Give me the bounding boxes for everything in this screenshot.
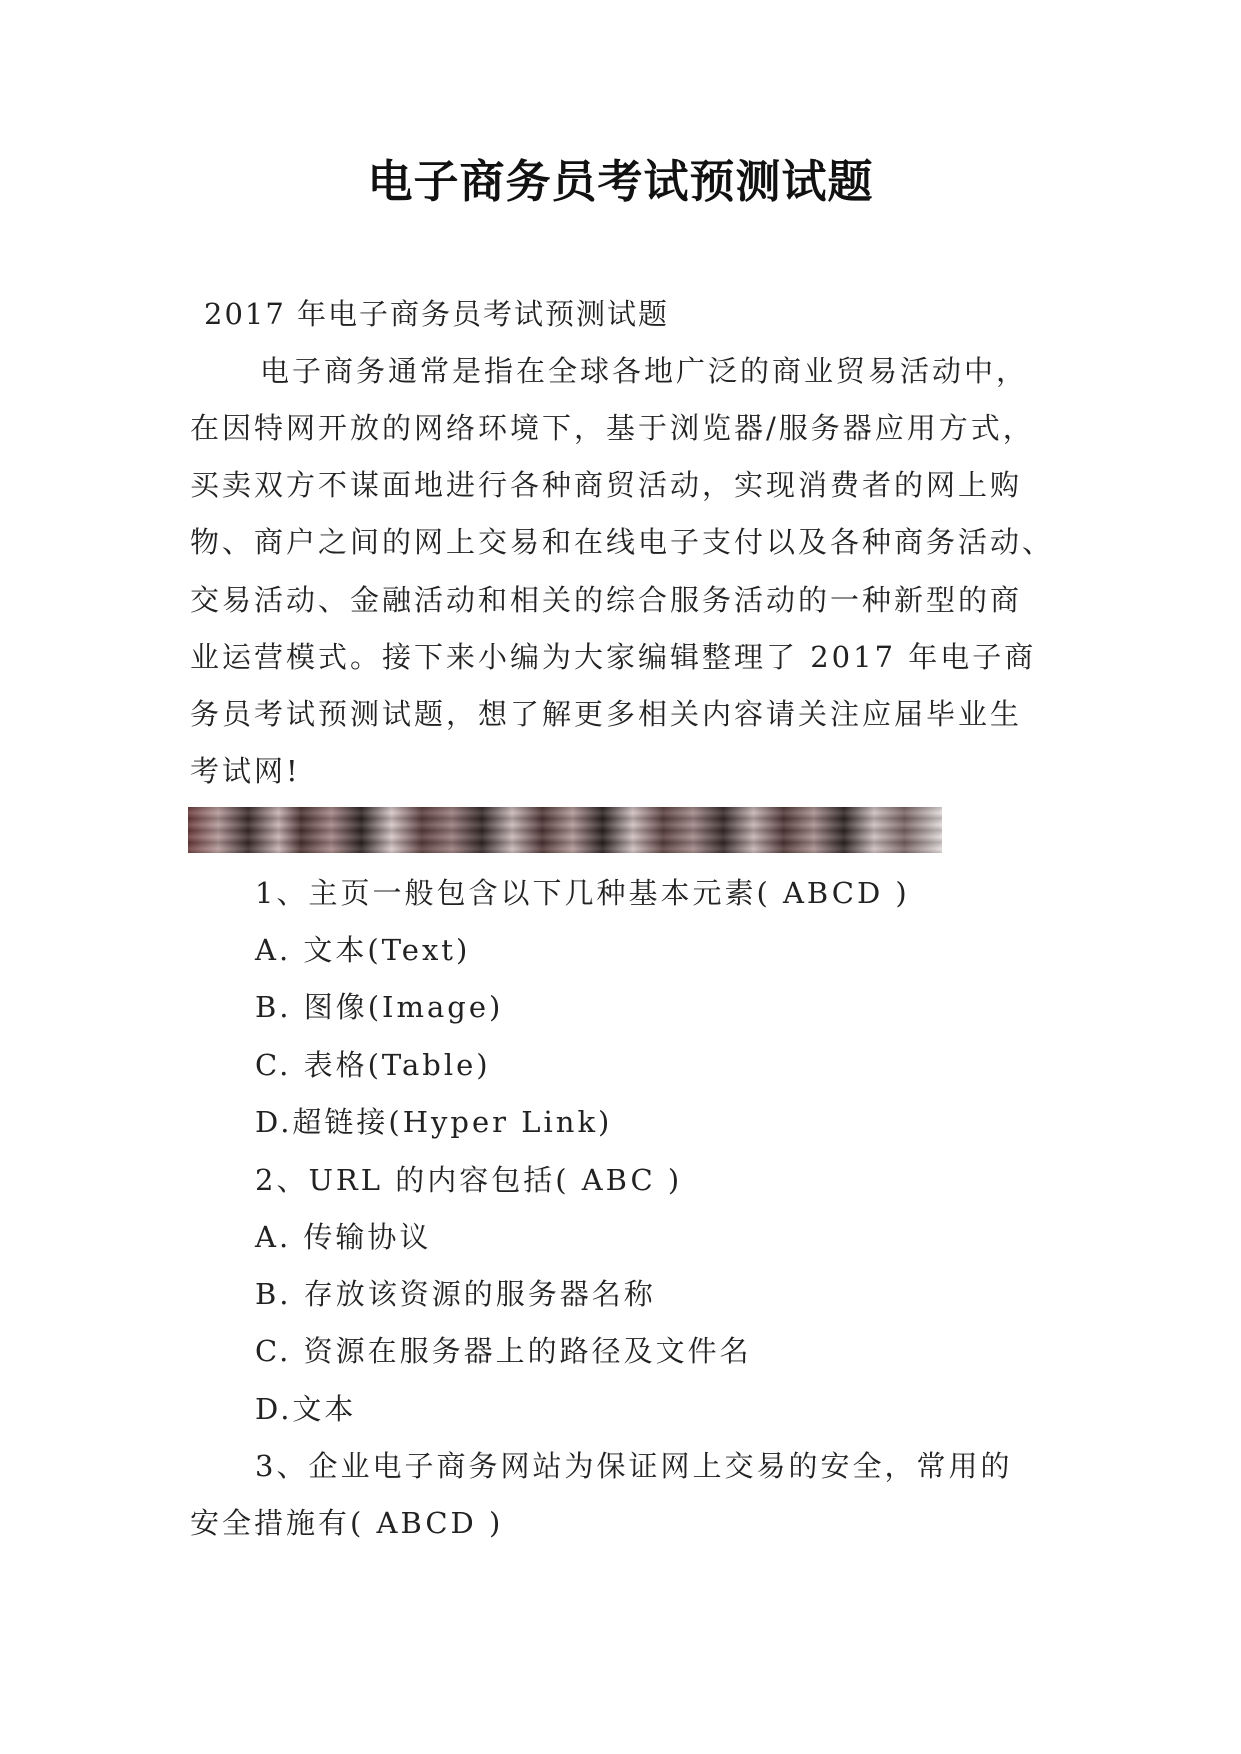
question-3-continued: 安全措施有( ABCD ) [190,1506,504,1540]
question-1-option-b: B. 图像(Image) [255,990,504,1024]
question-1-option-d: D.超链接(Hyper Link) [255,1105,613,1139]
intro-line: 业运营模式。接下来小编为大家编辑整理了 2017 年电子商 [190,640,1037,674]
intro-line: 交易活动、金融活动和相关的综合服务活动的一种新型的商 [190,583,1023,617]
question-1: 1、主页一般包含以下几种基本元素( ABCD ) [255,876,910,910]
question-2: 2、URL 的内容包括( ABC ) [255,1163,683,1197]
intro-line: 在因特网开放的网络环境下，基于浏览器/服务器应用方式， [190,411,1035,445]
question-2-option-b: B. 存放该资源的服务器名称 [255,1277,656,1311]
intro-line: 电子商务通常是指在全球各地广泛的商业贸易活动中， [260,354,1029,388]
question-1-option-a: A. 文本(Text) [255,933,471,967]
intro-line: 物、商户之间的网上交易和在线电子支付以及各种商务活动、 [190,525,1055,559]
intro-line: 买卖双方不谋面地进行各种商贸活动，实现消费者的网上购 [190,468,1023,502]
question-3: 3、企业电子商务网站为保证网上交易的安全，常用的 [255,1449,1013,1483]
question-2-option-a: A. 传输协议 [255,1220,432,1254]
intro-line: 考试网! [190,754,301,788]
document-title: 电子商务员考试预测试题 [367,155,874,208]
intro-line: 务员考试预测试题，想了解更多相关内容请关注应届毕业生 [190,697,1023,731]
document-subtitle: 2017 年电子商务员考试预测试题 [204,297,670,331]
banner-image [188,807,942,853]
question-2-option-c: C. 资源在服务器上的路径及文件名 [255,1334,752,1368]
banner-image-shade [188,807,942,853]
question-2-option-d: D.文本 [255,1392,357,1426]
question-1-option-c: C. 表格(Table) [255,1048,491,1082]
